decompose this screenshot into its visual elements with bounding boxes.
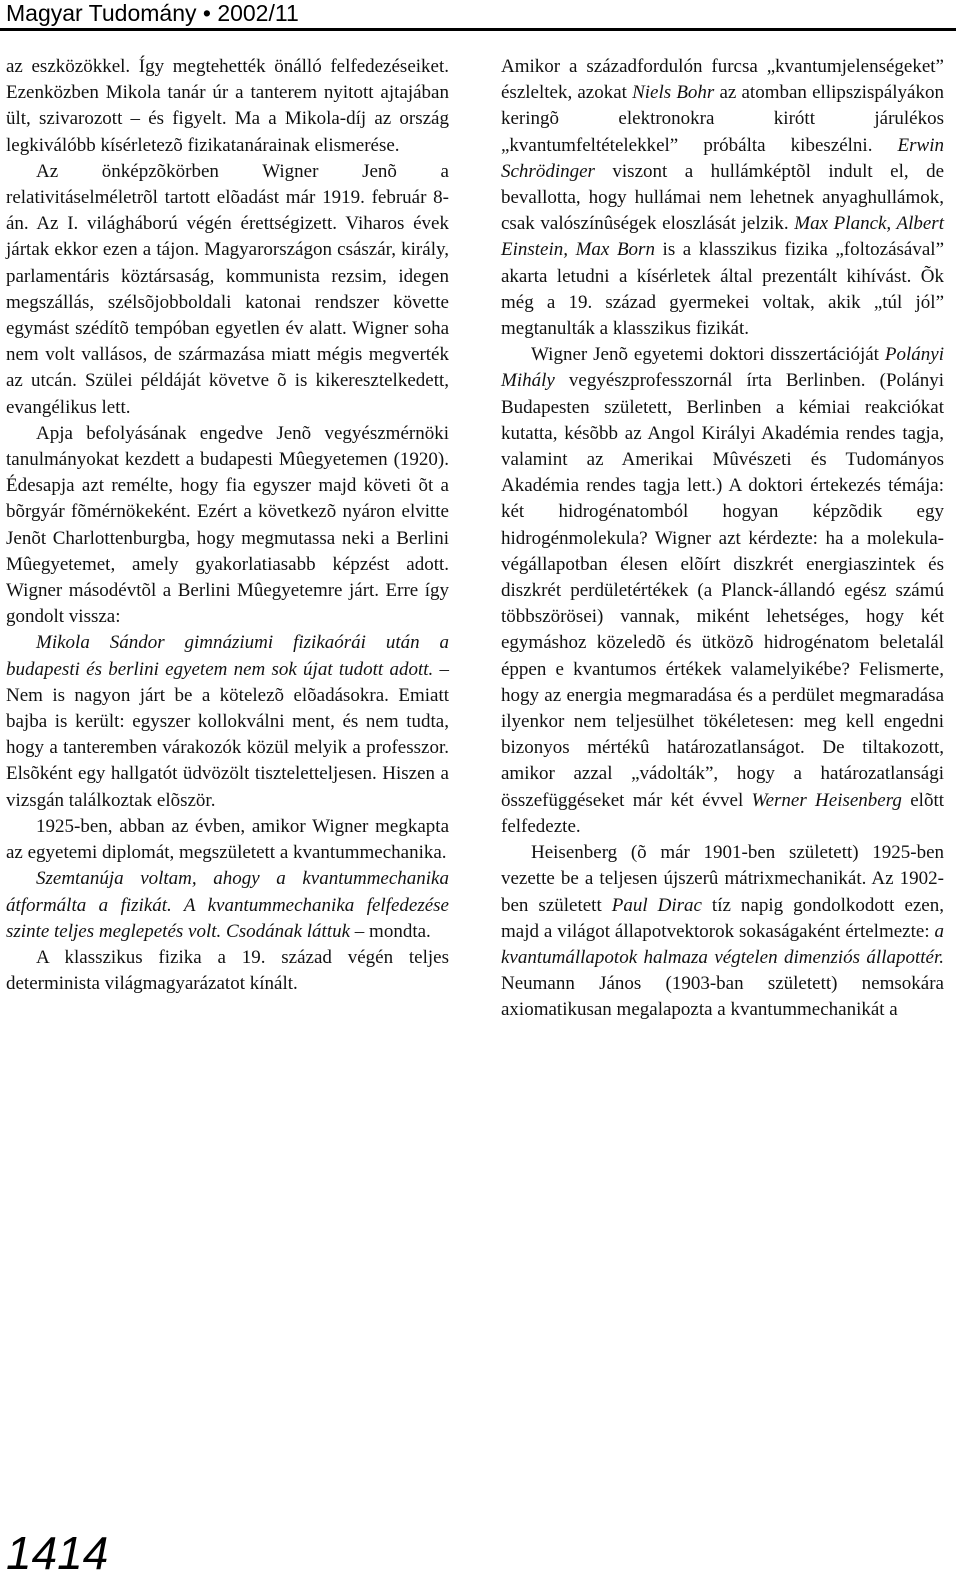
right-p3-text-b: tíz napig gondolkodott ezen, majd a világot állapotvektorok sokaságaként értelmezte: — [501, 894, 944, 942]
quote-quantum-states: a kvantumállapotok halmaza végtelen dimenziós állapottér. — [501, 920, 944, 968]
running-header — [0, 0, 960, 31]
right-p1-text-c: viszont a hullámképtõl indult el, de bevallotta, hogy hullámai nem lehetnek anyaghullámok, csak valószínûségek eloszlását jelzik. — [501, 160, 944, 235]
left-column — [6, 54, 449, 997]
names-planck-einstein-born: Max Planck, Albert Einstein, Max Born — [501, 213, 944, 261]
left-paragraph-4-text: – Nem is nagyon járt be a kötelezõ elõadásokra. Emiatt bajba is került: egyszer kollokválni ment, és nem tudta, hogy a tanteremben várakozók közül melyik a professzor. Elsõként egy hallgatót üdvözölt tiszteletteljesen. Hiszen a vizsgán találkoztak elõször. — [6, 658, 449, 811]
right-paragraph-2 — [501, 342, 944, 840]
name-paul-dirac: Paul Dirac — [611, 894, 702, 916]
right-p2-text-b: vegyészprofesszornál írta Berlinben. (Polányi Budapesten született, Berlinben a kémiai reakciókat kutatta, késõbb az Angol Királyi Akadémia rendes tagja, valamint az Amerikai Mûvészeti és Tudományos Akadémia rendes tagja lett.) A doktori értekezés témája: két hidrogénatomból hogyan képzõdik egy hidrogénmolekula? Wigner azt kérdezte: ha a molekula-végállapotban élesen elõírt diszkrét energiaszintek és diszkrét perdületértékek (a Planck-állandó egész számú többszörösei) vannak, miként lehetséges, hogy két egymáshoz közeledõ és ütközõ hidrogénatom beletalál éppen e kvantumos értékek valamelyikébe? Felismerte, hogy az energia megmaradása és a perdület megmaradása ilyenkor nem teljesülhet tökéletesen: meg kell engedni bizonyos mértékû határozatlanságot. De tiltakozott, amikor azzal „vádolták”, hogy a határozatlansági összefüggéseket már két évvel — [501, 370, 944, 811]
right-column — [501, 54, 944, 1024]
right-paragraph-3 — [501, 840, 944, 1023]
left-paragraph-4 — [6, 630, 449, 813]
name-erwin-schrodinger: Erwin Schrödinger — [501, 134, 944, 182]
wigner-quote-mikola: Mikola Sándor gimnáziumi fizikaórái után a budapesti és berlini egyetem nem sok újat tudott adott. — [6, 632, 449, 680]
left-paragraph-7: A klasszikus fizika a 19. század végén teljes determinista világmagyarázatot kínált. — [6, 946, 449, 995]
left-paragraph-6-text: – mondta. — [350, 920, 431, 942]
right-p2-text-c: elõtt felfedezte. — [501, 789, 944, 837]
right-p1-text-a: Amikor a századfordulón furcsa „kvantumjelenségeket” észleltek, azokat — [501, 56, 944, 104]
header-rule — [0, 28, 956, 31]
name-werner-heisenberg: Werner Heisenberg — [751, 789, 902, 811]
right-p1-text-b: az atomban ellipszispályákon keringõ elektronokra kirótt járulékos „kvantumfeltételekkel” próbálta kibeszélni. — [501, 82, 944, 156]
right-p1-text-d: is a klasszikus fizika „foltozásával” akarta letudni a kísérletek által prezentált kihívást. Õk még a 19. század gyermekei voltak, akik „túl jól” megtanulták a klasszikus fizikát. — [501, 239, 944, 340]
page-number: 1414 — [6, 1527, 109, 1579]
left-paragraph-1: az eszközökkel. Így megtehették önálló felfedezéseiket. Ezenközben Mikola tanár úr a tanterem nyitott ajtajában ült, szivarozott – és figyelt. Ma a Mikola-díj az ország legkiválóbb kísérletezõ fizikatanárainak elismerése. — [6, 56, 449, 156]
journal-title: Magyar Tudomány • 2002/11 — [6, 0, 299, 26]
right-p3-text-a: Heisenberg (õ már 1901-ben született) 1925-ben vezette be a teljesen újszerû mátrixmechanikát. Az 1902-ben született — [501, 842, 944, 916]
left-paragraph-2: Az önképzõkörben Wigner Jenõ a relativitáselméletrõl tartott elõadást már 1919. február 8-án. Az I. világháború végén érettségizett. Viharos évek jártak ekkor ezen a tájon. Magyarországon császár, király, parlamentáris köztársaság, kommunista rezsim, idegen megszállás, szélsõjobboldali katonai rendszer követte egymást szédítõ tempóban egyetlen év alatt. Wigner soha nem volt vallásos, de származása miatt mégis megverték az utcán. Szülei példáját követve õ is kikeresztelkedett, evangélikus lett. — [6, 160, 449, 418]
name-niels-bohr: Niels Bohr — [632, 82, 715, 104]
name-polanyi-mihaly: Polányi Mihály — [501, 344, 944, 392]
wigner-quote-quantum: Szemtanúja voltam, ahogy a kvantummechanika átformálta a fizikát. A kvantummechanika felfedezése szinte teljes meglepetés volt. Csodának láttuk — [6, 868, 449, 942]
left-paragraph-3: Apja befolyásának engedve Jenõ vegyészmérnöki tanulmányokat kezdett a budapesti Mûegyetemen (1920). Édesapja azt remélte, hogy fia egyszer majd követi õt a bõrgyár fõmérnökeként. Ezért a következõ nyáron elvitte Jenõt Charlottenburgba, hogy megmutassa neki a Berlini Mûegyetemet, amely gyakorlatiasabb képzést adott. Wigner másodévtõl a Berlini Mûegyetemre járt. Erre így gondolt vissza: — [6, 422, 449, 628]
right-paragraph-1 — [501, 54, 944, 342]
left-paragraph-6 — [6, 866, 449, 945]
right-p2-text-a: Wigner Jenõ egyetemi doktori disszertációját — [531, 344, 885, 366]
left-paragraph-5: 1925-ben, abban az évben, amikor Wigner megkapta az egyetemi diplomát, megszületett a kvantummechanika. — [6, 815, 449, 864]
right-p3-text-c: Neumann János (1903-ban született) nemsokára axiomatikusan megalapozta a kvantummechanikát a — [501, 973, 944, 1021]
